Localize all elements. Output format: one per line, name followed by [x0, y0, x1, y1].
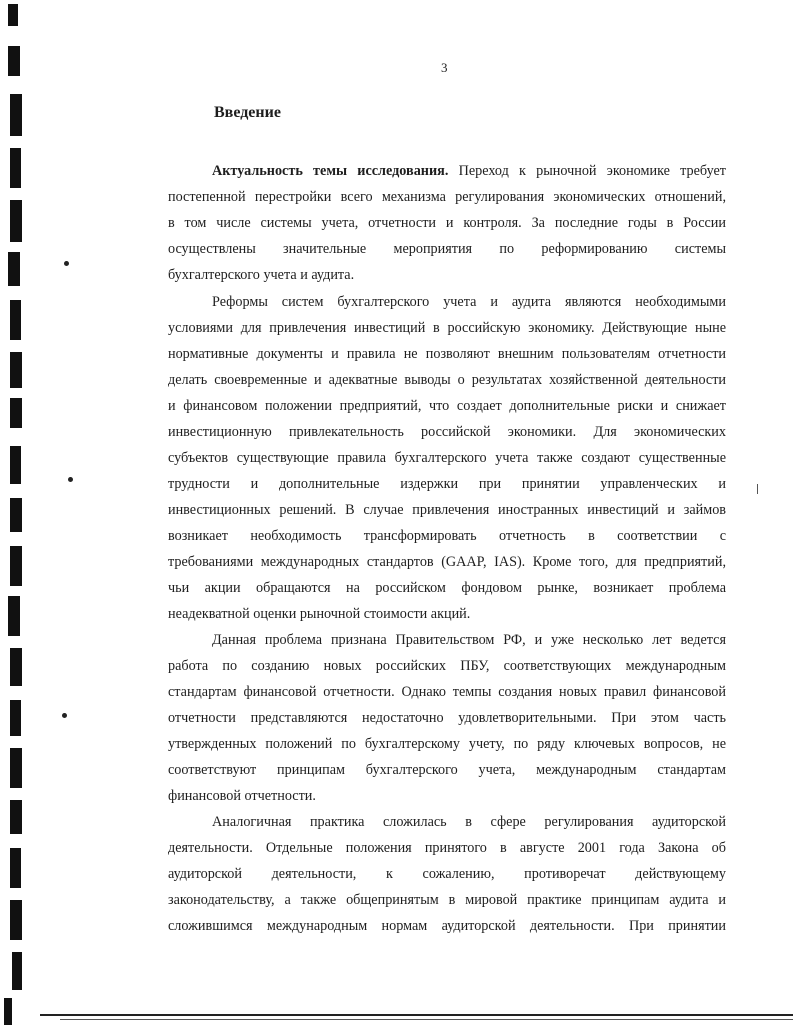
scan-mark [757, 484, 758, 494]
scan-dot [62, 713, 67, 718]
text-line: условиями для привлечения инвестиций в российскую экономику. Действующие ныне [168, 320, 726, 336]
page-number: 3 [441, 60, 448, 75]
text-line: работа по созданию новых российских ПБУ, соответствующих международным [168, 658, 726, 674]
text-line: инвестиционную привлекательность российской экономики. Для экономических [168, 424, 726, 440]
text-line: трудности и дополнительные издержки при принятии управленческих и [168, 476, 726, 492]
text-line: Реформы систем бухгалтерского учета и аудита являются необходимыми [212, 294, 726, 310]
section-heading: Введение [214, 104, 281, 121]
scan-dot [64, 261, 69, 266]
text-line: деятельности. Отдельные положения принятого в августе 2001 года Закона об [168, 840, 726, 856]
text-line: отчетности представляются недостаточно удовлетворительными. При этом часть [168, 710, 726, 726]
bold-lead: Актуальность темы исследования. [212, 163, 449, 179]
binding-edge [0, 0, 34, 1025]
text-line: стандартам финансовой отчетности. Однако темпы создания новых правил финансовой [168, 684, 726, 700]
text-line: осуществлены значительные мероприятия по реформированию системы [168, 241, 726, 257]
text-line: неадекватной оценки рыночной стоимости акций. [168, 606, 471, 622]
text-line: возникает необходимость трансформировать отчетность в соответствии с [168, 528, 726, 544]
text-line: требованиями международных стандартов (GAAP, IAS). Кроме того, для предприятий, [168, 554, 726, 570]
text-line: инвестиционных решений. В случае привлечения иностранных инвестиций и займов [168, 502, 726, 518]
text-line: и финансовом положении предприятий, что создает дополнительные риски и снижает [168, 398, 726, 414]
text-line: нормативные документы и правила не позволяют внешним пользователям отчетности [168, 346, 726, 362]
text-line: чьи акции обращаются на российском фондовом рынке, возникает проблема [168, 580, 726, 596]
text-line: соответствуют принципам бухгалтерского учета, международным стандартам [168, 762, 726, 778]
text-line: утвержденных положений по бухгалтерскому учету, по ряду ключевых вопросов, не [168, 736, 726, 752]
page-bottom-edge [40, 1014, 793, 1016]
scan-dot [68, 477, 73, 482]
text-line: аудиторской деятельности, к сожалению, противоречат действующему [168, 866, 726, 882]
text-line: финансовой отчетности. [168, 788, 316, 804]
text-line: делать своевременные и адекватные выводы о результатах хозяйственной деятельности [168, 372, 726, 388]
text-line: сложившимся международным нормам аудиторской деятельности. При принятии [168, 918, 726, 934]
text-line: Аналогичная практика сложилась в сфере регулирования аудиторской [212, 814, 726, 830]
text-line: бухгалтерского учета и аудита. [168, 267, 355, 283]
text-line: постепенной перестройки всего механизма регулирования экономических отношений, [168, 189, 726, 205]
text-line: субъектов существующие правила бухгалтерского учета также создают существенные [168, 450, 726, 466]
text-line: в том числе системы учета, отчетности и контроля. За последние годы в России [168, 215, 726, 231]
text-line: Данная проблема признана Правительством РФ, и уже несколько лет ведется [212, 632, 726, 648]
page-bottom-edge-shadow [60, 1019, 793, 1020]
text-line: законодательству, а также общепринятым в мировой практике принципам аудита и [168, 892, 726, 908]
text-line: Актуальность темы исследования. Переход к рыночной экономике требует [212, 163, 726, 179]
